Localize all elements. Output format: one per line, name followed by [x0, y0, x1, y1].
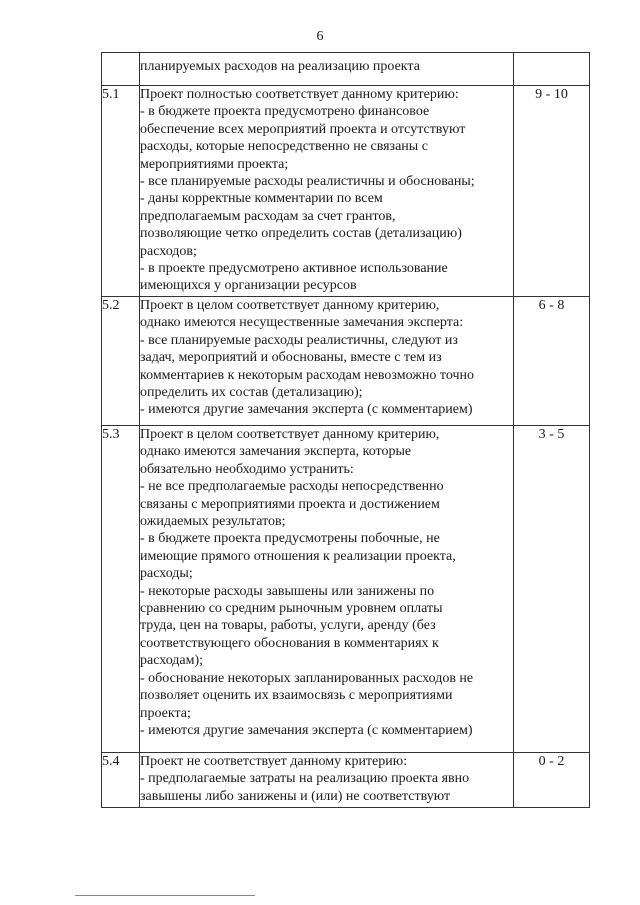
description-line: обязательно необходимо устранить: — [140, 461, 354, 477]
row-score-cell: 0 - 2 — [514, 753, 590, 808]
description-line: планируемых расходов на реализацию проекта — [140, 59, 420, 74]
criteria-table — [101, 52, 590, 808]
description-line: однако имеются несущественные замечания эксперта: — [140, 315, 464, 331]
description-line: - в бюджете проекта предусмотрены побочные, не — [140, 531, 440, 547]
table-row-5-3 — [102, 426, 590, 753]
description-line: - все планируемые расходы реалистичны, следуют из — [140, 332, 458, 348]
description-line: завышены либо занижены и (или) не соответствуют — [140, 788, 451, 804]
description-line: труда, цен на товары, работы, услуги, аренду (без — [140, 618, 436, 634]
row-score-cell: 6 - 8 — [514, 297, 590, 426]
description-line: имеющихся у организации ресурсов — [140, 278, 357, 294]
row-number-cell: 5.4 — [102, 753, 140, 808]
description-line: обеспечение всех мероприятий проекта и отсутствуют — [140, 121, 466, 137]
row-description-cell — [140, 426, 514, 753]
description-line: предполагаемым расходам за счет грантов, — [140, 208, 396, 224]
row-description-cell — [140, 53, 514, 86]
row-description-cell — [140, 297, 514, 426]
table-row-continuation — [102, 53, 590, 86]
description-line: связаны с мероприятиями проекта и достижением — [140, 496, 440, 512]
row-score-cell: 9 - 10 — [514, 86, 590, 297]
description-line: - все планируемые расходы реалистичны и обоснованы; — [140, 174, 475, 190]
description-line: - в проекте предусмотрено активное использование — [140, 261, 448, 277]
description-line: однако имеются замечания эксперта, которые — [140, 444, 412, 460]
description-line: расходы, которые непосредственно не связаны с — [140, 139, 428, 155]
row-description-cell — [140, 753, 514, 808]
description-line: ожидаемых результатов; — [140, 514, 286, 530]
description-line: расходы; — [140, 566, 193, 582]
description-line: - имеются другие замечания эксперта (с комментарием) — [140, 402, 473, 418]
table-row-5-2 — [102, 297, 590, 426]
row-number-cell: 5.3 — [102, 426, 140, 753]
description-line: соответствующего обоснования в комментариях к — [140, 635, 439, 651]
description-line: - в бюджете проекта предусмотрено финансовое — [140, 104, 430, 120]
description-line: Проект в целом соответствует данному критерию, — [140, 427, 440, 442]
description-line: Проект не соответствует данному критерию: — [140, 754, 408, 769]
row-score-cell: 3 - 5 — [514, 426, 590, 753]
description-line: Проект полностью соответствует данному критерию: — [140, 87, 459, 102]
page-number: 6 — [316, 29, 324, 44]
description-line: проекта; — [140, 705, 191, 721]
table-row-5-1 — [102, 86, 590, 297]
row-number-cell: 5.2 — [102, 297, 140, 426]
footer-rule — [75, 895, 255, 896]
description-line: - даны корректные комментарии по всем — [140, 191, 383, 207]
description-line: позволяет оценить их взаимосвязь с мероприятиями — [140, 688, 453, 704]
description-line: мероприятиями проекта; — [140, 156, 289, 172]
table-row-5-4 — [102, 753, 590, 808]
description-line: - не все предполагаемые расходы непосредственно — [140, 479, 444, 495]
description-line: - обоснование некоторых запланированных расходов не — [140, 670, 474, 686]
row-description-cell — [140, 86, 514, 297]
description-line: сравнению со средним рыночным уровнем оплаты — [140, 601, 443, 617]
description-line: позволяющие четко определить состав (детализацию) — [140, 226, 462, 242]
description-line: задач, мероприятий и обоснованы, вместе с тем из — [140, 350, 442, 366]
description-line: расходов; — [140, 243, 197, 259]
row-number-cell: 5.1 — [102, 86, 140, 297]
description-line: комментариев к некоторым расходам невозможно точно — [140, 367, 475, 383]
description-line: расходам); — [140, 653, 204, 669]
description-line: - имеются другие замечания эксперта (с комментарием) — [140, 722, 473, 738]
row-number-cell — [102, 53, 140, 86]
row-score-cell — [514, 53, 590, 86]
description-line: - предполагаемые затраты на реализацию проекта явно — [140, 771, 470, 787]
description-line: определить их состав (детализацию); — [140, 385, 363, 401]
description-line: имеющие прямого отношения к реализации проекта, — [140, 548, 456, 564]
description-line: - некоторые расходы завышены или занижены по — [140, 583, 435, 599]
description-line: Проект в целом соответствует данному критерию, — [140, 298, 440, 313]
